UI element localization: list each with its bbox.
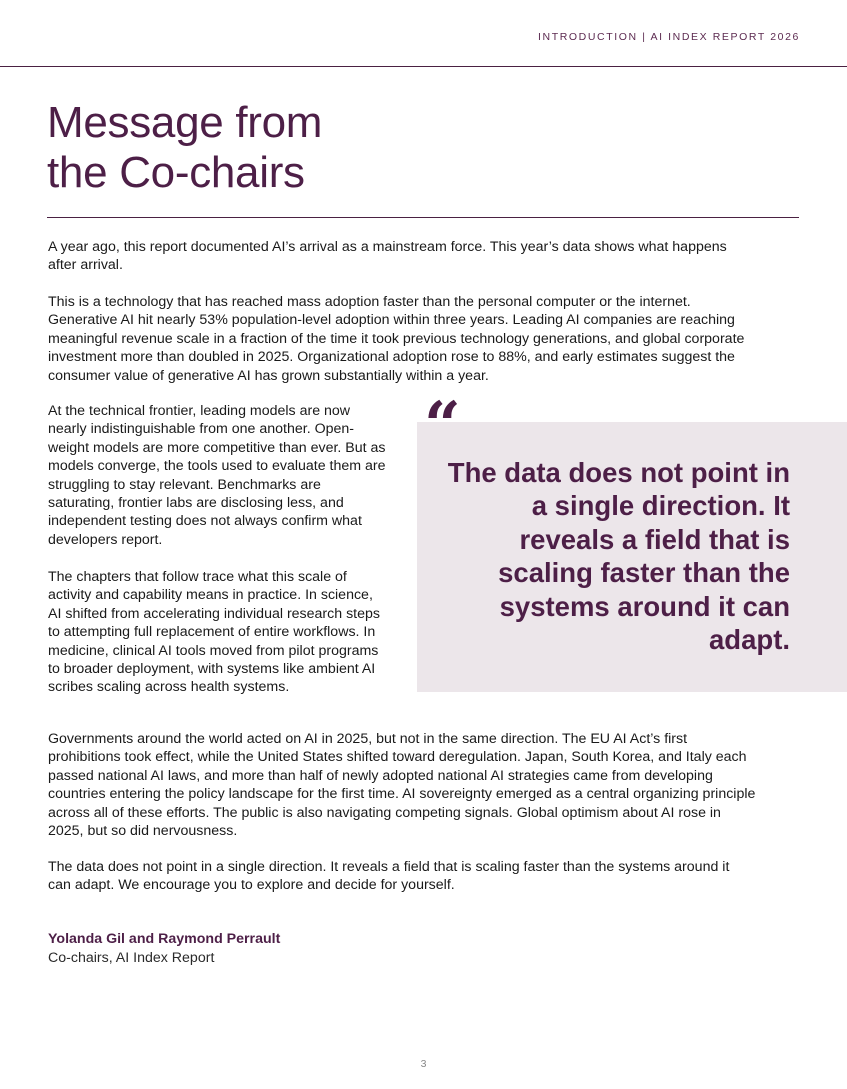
page-title-line-1: Message from <box>47 98 323 147</box>
title-divider <box>47 217 799 218</box>
page-title <box>47 98 322 198</box>
body-paragraph-1: A year ago, this report documented AI’s arrival as a mainstream force. This year’s data shows what happens after arrival. <box>48 239 727 274</box>
header-divider <box>0 66 847 67</box>
running-head: INTRODUCTION | AI INDEX REPORT 2026 <box>538 31 800 43</box>
body-paragraph-4: The chapters that follow trace what this scale of activity and capability means in practice. In science, AI shifted from accelerating individual research steps to attempting full replacement of entire workflows. In medicine, clinical AI tools moved from pilot programs to broader deployment, with systems like ambient AI scribes scaling across health systems. <box>48 569 380 696</box>
signature-role: Co-chairs, AI Index Report <box>48 950 215 966</box>
body-paragraph-6: The data does not point in a single direction. It reveals a field that is scaling faster than the systems around it can adapt. We encourage you to explore and decide for yourself. <box>48 859 730 894</box>
quote-mark-icon: “ <box>424 388 461 463</box>
pullquote-text: The data does not point in a single direction. It reveals a field that is scaling faster than the systems around it can adapt. <box>447 457 790 656</box>
page-title-line-2: the Co-chairs <box>47 148 305 197</box>
body-paragraph-5: Governments around the world acted on AI in 2025, but not in the same direction. The EU AI Act’s first prohibitions took effect, while the United States shifted toward deregulation. Japan, South Korea, and Italy each passed national AI laws, and more than half of newly adopted national AI strategies came from developing countries entering the policy landscape for the first time. AI sovereignty emerged as a central organizing principle across all of these efforts. The public is also navigating competing signals. Global optimism about AI rose in 2025, but so did nervousness. <box>48 731 756 840</box>
page-number: 3 <box>420 1058 427 1070</box>
signature-names: Yolanda Gil and Raymond Perrault <box>48 931 281 947</box>
body-paragraph-2: This is a technology that has reached mass adoption faster than the personal computer or the internet. Generative AI hit nearly 53% population-level adoption within three years. Leading AI companies are reaching meaningful revenue scale in a fraction of the time it took previous technology generations, and global corporate investment more than doubled in 2025. Organizational adoption rose to 88%, and early estimates suggest the consumer value of generative AI has grown substantially within a year. <box>48 294 745 384</box>
body-paragraph-3: At the technical frontier, leading models are now nearly indistinguishable from one another. Open-weight models are more competitive than ever. But as models converge, the tools used to evaluate them are struggling to stay relevant. Benchmarks are saturating, frontier labs are disclosing less, and independent testing does not always confirm what developers report. <box>48 403 386 548</box>
